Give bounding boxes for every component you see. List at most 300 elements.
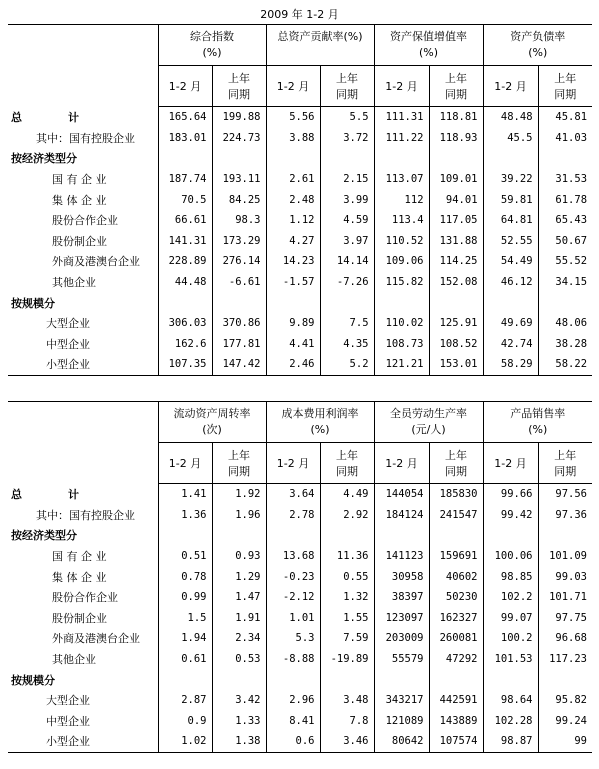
table-cell	[429, 148, 483, 169]
column-group-title: 总资产贡献率(%)	[277, 30, 363, 43]
table-cell: 1.02	[158, 731, 212, 752]
table-cell: 102.2	[483, 587, 538, 608]
sub-header-current: 1-2 月	[158, 443, 212, 484]
table-cell: 30958	[374, 566, 429, 587]
table-cell	[320, 669, 374, 690]
table-cell: 101.53	[483, 649, 538, 670]
table-cell	[212, 292, 266, 313]
table-cell: 58.22	[538, 354, 592, 375]
table-cell: 44.48	[158, 272, 212, 293]
table-cell: 3.64	[266, 484, 320, 505]
table-cell: 11.36	[320, 546, 374, 567]
table-cell: 306.03	[158, 313, 212, 334]
table-cell: 45.81	[538, 107, 592, 128]
column-group-title: 流动资产周转率	[173, 407, 251, 420]
table-cell: 97.36	[538, 505, 592, 526]
table-row	[8, 231, 592, 252]
table-cell: 183.01	[158, 128, 212, 149]
table-cell: 8.41	[266, 711, 320, 732]
row-label: 集 体 企 业	[52, 193, 107, 207]
table-cell: 1.41	[158, 484, 212, 505]
table-cell: 3.97	[320, 231, 374, 252]
table-cell: 7.5	[320, 313, 374, 334]
table-cell: 0.53	[212, 649, 266, 670]
table-cell: 2.78	[266, 505, 320, 526]
table-cell: 1.12	[266, 210, 320, 231]
sub-header-previous-line2: 同期	[554, 88, 577, 101]
table-cell: 99.66	[483, 484, 538, 505]
row-label: 外商及港澳台企业	[52, 255, 140, 269]
sub-header-previous-line1: 上年	[228, 449, 250, 462]
table-cell	[212, 525, 266, 546]
table-cell: 1.96	[212, 505, 266, 526]
table-cell: 66.61	[158, 210, 212, 231]
table-row	[8, 169, 592, 190]
table-cell: 99.03	[538, 566, 592, 587]
table-cell: 2.61	[266, 169, 320, 190]
column-group-title: 综合指数	[190, 30, 234, 43]
table-cell: 98.64	[483, 690, 538, 711]
table-cell: 98.3	[212, 210, 266, 231]
table-cell	[158, 525, 212, 546]
sub-header-previous-line2: 同期	[336, 465, 358, 478]
table-row	[8, 546, 592, 567]
table-cell	[374, 292, 429, 313]
indicator-table-1	[8, 24, 592, 376]
table-cell	[538, 292, 592, 313]
row-label: 中型企业	[46, 714, 90, 728]
table-cell	[158, 292, 212, 313]
table-cell: 121.21	[374, 354, 429, 375]
table-cell: 123097	[374, 608, 429, 629]
sub-header-previous	[320, 66, 374, 107]
table-cell: 101.71	[538, 587, 592, 608]
table-cell: 2.15	[320, 169, 374, 190]
table-cell: 42.74	[483, 334, 538, 355]
table-cell: 185830	[429, 484, 483, 505]
table-cell	[538, 148, 592, 169]
table-cell: 0.55	[320, 566, 374, 587]
sub-header-previous-line2: 同期	[336, 88, 358, 101]
table-cell	[538, 525, 592, 546]
table-cell: 3.42	[212, 690, 266, 711]
table-row	[8, 484, 592, 505]
table-cell: 1.01	[266, 608, 320, 629]
row-label: 股份合作企业	[52, 591, 118, 605]
table-cell: 99.24	[538, 711, 592, 732]
table-cell: 165.64	[158, 107, 212, 128]
row-label: 股份制企业	[52, 234, 107, 248]
table-cell: 125.91	[429, 313, 483, 334]
column-group-header	[158, 402, 266, 443]
table-cell: 97.75	[538, 608, 592, 629]
table-cell: 107574	[429, 731, 483, 752]
sub-header-previous-line2: 同期	[445, 465, 467, 478]
table-row	[8, 189, 592, 210]
table-cell: 118.93	[429, 128, 483, 149]
table-cell: 107.35	[158, 354, 212, 375]
row-label: 总 计	[11, 488, 79, 502]
row-label: 大型企业	[46, 694, 90, 708]
table-cell: 177.81	[212, 334, 266, 355]
table-cell: 114.25	[429, 251, 483, 272]
table-cell: 101.09	[538, 546, 592, 567]
table-cell	[483, 525, 538, 546]
row-label: 按规模分	[11, 673, 55, 687]
table-cell: 0.93	[212, 546, 266, 567]
table-cell: 1.91	[212, 608, 266, 629]
table-cell: 141.31	[158, 231, 212, 252]
table-cell: 110.52	[374, 231, 429, 252]
table-cell: 109.06	[374, 251, 429, 272]
table-cell: 2.87	[158, 690, 212, 711]
table-cell: 109.01	[429, 169, 483, 190]
table-cell: 9.89	[266, 313, 320, 334]
header-row	[8, 402, 592, 443]
row-label: 集 体 企 业	[52, 570, 107, 584]
table-cell: 95.82	[538, 690, 592, 711]
table-cell	[374, 525, 429, 546]
table-cell: 159691	[429, 546, 483, 567]
table-row	[8, 711, 592, 732]
sub-header-current: 1-2 月	[266, 443, 320, 484]
row-label: 国 有 企 业	[52, 173, 107, 187]
table-cell	[158, 148, 212, 169]
table-cell: 40602	[429, 566, 483, 587]
row-label: 其他企业	[52, 653, 96, 667]
row-label: 大型企业	[46, 317, 90, 331]
sub-header-previous-line1: 上年	[336, 449, 358, 462]
table-cell: 1.36	[158, 505, 212, 526]
column-group-unit: (%)	[310, 423, 330, 436]
table-cell: 58.29	[483, 354, 538, 375]
table-cell	[320, 525, 374, 546]
table-cell: 1.33	[212, 711, 266, 732]
table-cell: 99	[538, 731, 592, 752]
table-cell: 228.89	[158, 251, 212, 272]
table-cell: 147.42	[212, 354, 266, 375]
table-cell	[538, 669, 592, 690]
table-cell: 118.81	[429, 107, 483, 128]
table-cell	[212, 148, 266, 169]
table-cell	[374, 669, 429, 690]
table-cell: 117.23	[538, 649, 592, 670]
table-cell: 1.5	[158, 608, 212, 629]
table-cell: 162327	[429, 608, 483, 629]
table-cell: 45.5	[483, 128, 538, 149]
table-cell: 117.05	[429, 210, 483, 231]
row-label: 按经济类型分	[11, 152, 77, 166]
table-cell: 14.14	[320, 251, 374, 272]
sub-header-previous-line1: 上年	[445, 449, 467, 462]
table-cell: 100.06	[483, 546, 538, 567]
table-cell: 3.99	[320, 189, 374, 210]
column-group-unit	[270, 45, 371, 61]
table-cell: 113.07	[374, 169, 429, 190]
table-cell: 4.41	[266, 334, 320, 355]
table-row	[8, 505, 592, 526]
column-group-title: 资产负债率	[510, 30, 566, 43]
table-cell: 2.96	[266, 690, 320, 711]
row-label: 其他企业	[52, 276, 96, 290]
table-cell: -0.23	[266, 566, 320, 587]
header-corner	[8, 25, 158, 107]
table-row	[8, 251, 592, 272]
table-cell: 121089	[374, 711, 429, 732]
table-cell: 0.78	[158, 566, 212, 587]
table-cell: -6.61	[212, 272, 266, 293]
table-cell: 55579	[374, 649, 429, 670]
table-cell: 64.81	[483, 210, 538, 231]
table-cell: 111.31	[374, 107, 429, 128]
table-cell: 34.15	[538, 272, 592, 293]
header-corner	[8, 402, 158, 484]
table-cell: 7.8	[320, 711, 374, 732]
column-group-header	[266, 402, 374, 443]
table-cell: 100.2	[483, 628, 538, 649]
table-cell	[212, 669, 266, 690]
sub-header-current: 1-2 月	[266, 66, 320, 107]
table-cell: 97.56	[538, 484, 592, 505]
table-cell: 38397	[374, 587, 429, 608]
table-cell: 1.55	[320, 608, 374, 629]
table-cell: 4.49	[320, 484, 374, 505]
table-cell: 7.59	[320, 628, 374, 649]
sub-header-previous-line2: 同期	[228, 88, 250, 101]
column-group-unit: (%)	[418, 46, 439, 59]
table-cell: 108.52	[429, 334, 483, 355]
table-row	[8, 292, 592, 313]
table-cell: 241547	[429, 505, 483, 526]
table-cell: 141123	[374, 546, 429, 567]
row-label: 其中：国有控股企业	[36, 131, 135, 145]
column-group-header	[158, 25, 266, 66]
table-row	[8, 690, 592, 711]
table-cell: 0.9	[158, 711, 212, 732]
table-cell: 50230	[429, 587, 483, 608]
table-cell: 59.81	[483, 189, 538, 210]
table-cell: 3.88	[266, 128, 320, 149]
table-cell: 1.32	[320, 587, 374, 608]
report-title: 2009 年 1-2 月	[260, 8, 339, 21]
row-label: 其中：国有控股企业	[36, 508, 135, 522]
table-row	[8, 628, 592, 649]
table-cell: 98.87	[483, 731, 538, 752]
table-row	[8, 148, 592, 169]
table-cell: 31.53	[538, 169, 592, 190]
table-cell: 0.61	[158, 649, 212, 670]
column-group-title: 成本费用利润率	[281, 407, 359, 420]
sub-header-previous-line1: 上年	[554, 72, 577, 85]
table-row	[8, 649, 592, 670]
column-group-unit: (次)	[202, 423, 222, 436]
table-cell: 111.22	[374, 128, 429, 149]
row-label: 国 有 企 业	[52, 550, 107, 564]
header-row	[8, 25, 592, 66]
sub-header-previous-line2: 同期	[228, 465, 250, 478]
sub-header-previous-line1: 上年	[554, 449, 577, 462]
table-cell: 1.47	[212, 587, 266, 608]
table-row	[8, 354, 592, 375]
table-cell: 49.69	[483, 313, 538, 334]
table-cell: 193.11	[212, 169, 266, 190]
sub-header-previous-line1: 上年	[445, 72, 468, 85]
table-cell: 115.82	[374, 272, 429, 293]
table-cell	[320, 292, 374, 313]
column-group-unit: (%)	[202, 46, 222, 59]
row-label: 小型企业	[8, 731, 158, 752]
table-cell: 0.99	[158, 587, 212, 608]
table-cell: 5.56	[266, 107, 320, 128]
table-cell	[266, 525, 320, 546]
table-cell: 108.73	[374, 334, 429, 355]
table-cell: 1.38	[212, 731, 266, 752]
table-row	[8, 107, 592, 128]
table-cell: 50.67	[538, 231, 592, 252]
row-label: 股份制企业	[52, 611, 107, 625]
column-group-unit: (%)	[528, 46, 548, 59]
table-cell: 370.86	[212, 313, 266, 334]
table-cell: 187.74	[158, 169, 212, 190]
table-cell: -19.89	[320, 649, 374, 670]
table-cell: -8.88	[266, 649, 320, 670]
sub-header-current: 1-2 月	[374, 66, 429, 107]
table-cell: 343217	[374, 690, 429, 711]
table-cell	[266, 292, 320, 313]
table-cell: 110.02	[374, 313, 429, 334]
row-label: 按规模分	[11, 296, 55, 310]
table-row	[8, 669, 592, 690]
table-cell: 5.3	[266, 628, 320, 649]
table-cell: 94.01	[429, 189, 483, 210]
table-row	[8, 313, 592, 334]
table-cell: 102.28	[483, 711, 538, 732]
table-cell: 80642	[374, 731, 429, 752]
column-group-header	[374, 402, 483, 443]
table-cell: -7.26	[320, 272, 374, 293]
table-cell: 0.6	[266, 731, 320, 752]
table-cell: 3.48	[320, 690, 374, 711]
table-cell: -1.57	[266, 272, 320, 293]
sub-header-previous	[320, 443, 374, 484]
table-cell: 4.59	[320, 210, 374, 231]
table-cell: 131.88	[429, 231, 483, 252]
table-cell: 84.25	[212, 189, 266, 210]
table-cell	[483, 292, 538, 313]
table-row	[8, 608, 592, 629]
table-cell	[483, 148, 538, 169]
table-row	[8, 566, 592, 587]
table-cell	[429, 669, 483, 690]
table-cell: 199.88	[212, 107, 266, 128]
table-cell: 13.68	[266, 546, 320, 567]
table-cell: 48.48	[483, 107, 538, 128]
table-cell: 2.48	[266, 189, 320, 210]
column-group-unit: (元/人)	[411, 423, 446, 436]
table-cell: 98.85	[483, 566, 538, 587]
table-cell: 52.55	[483, 231, 538, 252]
row-label: 小型企业	[8, 354, 158, 375]
column-group-header	[483, 402, 592, 443]
table-cell: 4.27	[266, 231, 320, 252]
table-cell: 1.94	[158, 628, 212, 649]
sub-header-previous-line1: 上年	[228, 72, 250, 85]
row-label: 外商及港澳台企业	[52, 632, 140, 646]
table-cell	[266, 148, 320, 169]
table-row	[8, 210, 592, 231]
table-row	[8, 128, 592, 149]
table-row	[8, 587, 592, 608]
sub-header-current: 1-2 月	[158, 66, 212, 107]
table-row	[8, 272, 592, 293]
table-cell: 162.6	[158, 334, 212, 355]
column-group-header	[374, 25, 483, 66]
table-cell: 112	[374, 189, 429, 210]
table-cell: 5.5	[320, 107, 374, 128]
table-cell	[483, 669, 538, 690]
column-group-title: 全员劳动生产率	[390, 407, 467, 420]
table-cell: 39.22	[483, 169, 538, 190]
table-cell: 54.49	[483, 251, 538, 272]
sub-header-current: 1-2 月	[374, 443, 429, 484]
table-row	[8, 525, 592, 546]
sub-header-previous	[212, 66, 266, 107]
table-cell: 14.23	[266, 251, 320, 272]
column-group-title: 产品销售率	[510, 407, 566, 420]
table-row	[8, 731, 592, 752]
sub-header-current: 1-2 月	[483, 443, 538, 484]
table-cell: 4.35	[320, 334, 374, 355]
sub-header-previous	[212, 443, 266, 484]
table-cell: 203009	[374, 628, 429, 649]
sub-header-previous-line2: 同期	[445, 88, 468, 101]
table-cell: 224.73	[212, 128, 266, 149]
table-row	[8, 334, 592, 355]
row-label: 按经济类型分	[11, 529, 77, 543]
table-cell	[374, 148, 429, 169]
table-cell: 48.06	[538, 313, 592, 334]
table-cell: 442591	[429, 690, 483, 711]
table-cell: 276.14	[212, 251, 266, 272]
table-cell: 184124	[374, 505, 429, 526]
column-group-header	[483, 25, 592, 66]
table-cell: 3.72	[320, 128, 374, 149]
table-cell: 47292	[429, 649, 483, 670]
table-cell: 113.4	[374, 210, 429, 231]
table-cell	[320, 148, 374, 169]
table-cell: 70.5	[158, 189, 212, 210]
table-cell: 0.51	[158, 546, 212, 567]
table-cell: 143889	[429, 711, 483, 732]
sub-header-current: 1-2 月	[483, 66, 538, 107]
table-cell: 61.78	[538, 189, 592, 210]
table-cell: 1.29	[212, 566, 266, 587]
row-label: 中型企业	[46, 337, 90, 351]
sub-header-previous	[538, 443, 592, 484]
table-cell: 152.08	[429, 272, 483, 293]
table-cell: 3.46	[320, 731, 374, 752]
table-cell: 144054	[374, 484, 429, 505]
table-cell: 153.01	[429, 354, 483, 375]
indicator-table-2	[8, 401, 592, 753]
sub-header-previous-line2: 同期	[554, 465, 577, 478]
table-cell: 5.2	[320, 354, 374, 375]
table-cell: 55.52	[538, 251, 592, 272]
table-cell	[266, 669, 320, 690]
table-cell	[158, 669, 212, 690]
sub-header-previous	[429, 66, 483, 107]
table-cell: 46.12	[483, 272, 538, 293]
